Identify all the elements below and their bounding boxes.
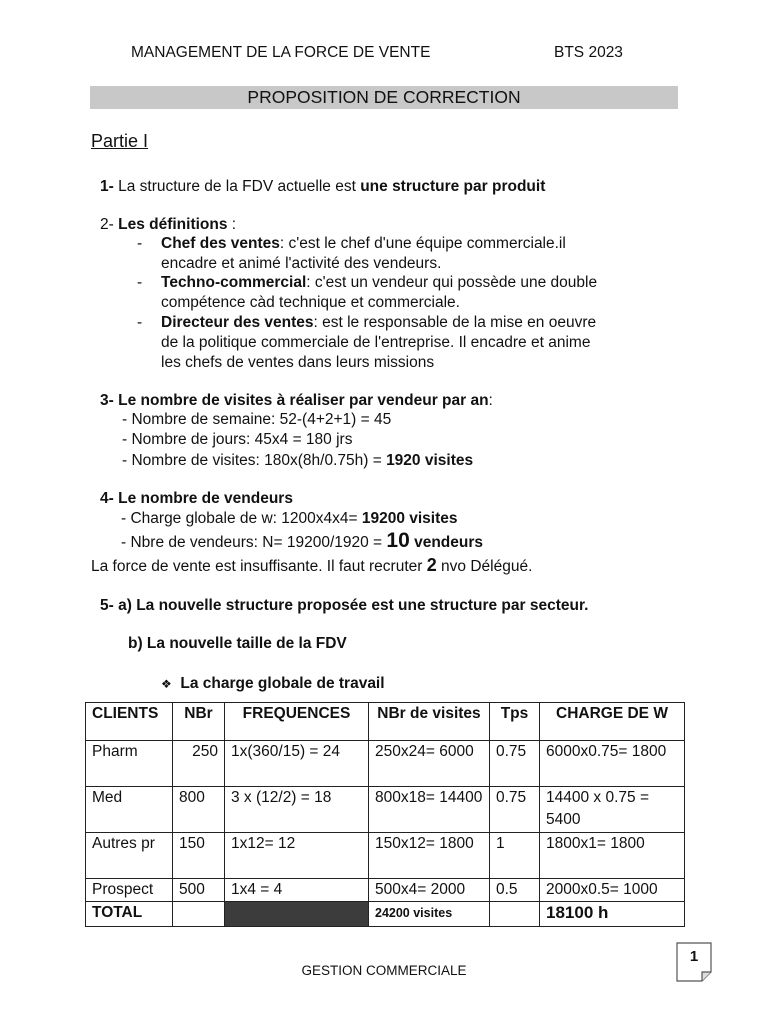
cell-visites: 500x4= 2000 [369, 879, 490, 902]
workload-table [85, 702, 685, 927]
definition-item [161, 234, 566, 274]
calc-text: - Nombre de visites: 180x(8h/0.75h) = [122, 452, 387, 469]
definition-term: Directeur des ventes [161, 314, 314, 331]
cell-client: Prospect [86, 879, 173, 902]
question-3-title: Le nombre de visites à réaliser par vendeur par an [118, 392, 489, 409]
question-1-answer: une structure par produit [360, 178, 546, 195]
cell-empty [490, 902, 540, 927]
cell-visites: 250x24= 6000 [369, 741, 490, 787]
table-row [86, 741, 685, 787]
definition-text: compétence càd technique et commerciale. [161, 294, 460, 311]
cell-tps: 0.75 [490, 787, 540, 833]
question-4-title: Le nombre de vendeurs [118, 490, 293, 507]
bullet-text: La charge globale de travail [180, 675, 385, 692]
calc-text: - Nbre de vendeurs: N= 19200/1920 = [121, 534, 387, 551]
calc-result-number: 10 [386, 529, 410, 552]
calc-result: 1920 visites [386, 452, 474, 469]
diamond-bullet-icon: ❖ [161, 677, 172, 691]
question-4 [100, 489, 293, 509]
cell-visites: 150x12= 1800 [369, 833, 490, 879]
page-title: PROPOSITION DE CORRECTION [247, 87, 521, 107]
question-5-a: a) La nouvelle structure proposée est une structure par secteur. [118, 597, 589, 614]
question-5-number: 5- [100, 597, 114, 614]
calc-result-unit: vendeurs [409, 534, 483, 551]
table-header-cell [540, 703, 685, 741]
header-left: MANAGEMENT DE LA FORCE DE VENTE [131, 44, 431, 61]
calc-line: - Nombre de semaine: 52-(4+2+1) = 45 [122, 411, 392, 428]
total-label: TOTAL [92, 904, 143, 921]
cell-tps: 1 [490, 833, 540, 879]
cell-charge: 2000x0.5= 1000 [540, 879, 685, 902]
bullet-dash: - [137, 235, 143, 252]
cell-shaded [225, 902, 369, 927]
question-2 [100, 215, 236, 235]
cell-total-visites: 24200 visites [369, 902, 490, 927]
page-number-box [676, 942, 712, 982]
cell-tps: 0.75 [490, 741, 540, 787]
table-row [86, 787, 685, 833]
conclusion-line [91, 554, 532, 578]
cell-nbr: 150 [173, 833, 225, 879]
cell-nbr: 800 [173, 787, 225, 833]
definition-text: de la politique commerciale de l'entreprise. Il encadre et anime [161, 334, 591, 351]
question-5-b [128, 634, 347, 654]
cell-client: Med [86, 787, 173, 833]
calc-line [121, 529, 483, 555]
bullet-dash: - [137, 314, 143, 331]
conclusion-text-end: nvo Délégué. [436, 558, 533, 575]
cell-charge: 6000x0.75= 1800 [540, 741, 685, 787]
table-row [86, 833, 685, 879]
definition-text: : c'est un vendeur qui possède une double [306, 274, 598, 291]
question-4-number: 4- [100, 490, 114, 507]
header-text: CLIENTS [92, 705, 159, 722]
calc-result: 19200 visites [361, 510, 458, 527]
question-1 [100, 177, 545, 197]
table-header-cell [490, 703, 540, 741]
cell-nbr: 500 [173, 879, 225, 902]
cell-client: Pharm [86, 741, 173, 787]
table-header-cell [173, 703, 225, 741]
question-2-title: Les définitions [118, 216, 228, 233]
header-right: BTS 2023 [554, 44, 623, 61]
definition-text: : c'est le chef d'une équipe commerciale.il [279, 235, 566, 252]
question-2-number: 2- [100, 216, 114, 233]
conclusion-number: 2 [426, 555, 437, 575]
page-number: 1 [689, 948, 699, 965]
cell-empty [173, 902, 225, 927]
question-5 [100, 596, 588, 616]
table-header-cell [86, 703, 173, 741]
calc-line [122, 451, 473, 471]
table-header-row [86, 703, 685, 741]
calc-line: - Nombre de jours: 45x4 = 180 jrs [122, 431, 353, 448]
cell-visites: 800x18= 14400 [369, 787, 490, 833]
definition-text: encadre et animé l'activité des vendeurs. [161, 255, 442, 272]
definition-term: Techno-commercial [161, 274, 307, 291]
header-text: CHARGE DE W [556, 705, 668, 722]
cell-total-label [86, 902, 173, 927]
cell-freq: 1x(360/15) = 24 [225, 741, 369, 787]
conclusion-text: La force de vente est insuffisante. Il faut recruter [91, 558, 427, 575]
definition-text: les chefs de ventes dans leurs missions [161, 354, 435, 371]
question-5-b-text: b) La nouvelle taille de la FDV [128, 635, 347, 652]
calc-text: - Charge globale de w: 1200x4x4= [121, 510, 362, 527]
table-total-row [86, 902, 685, 927]
header-text: NBr de visites [377, 705, 481, 722]
page-footer: GESTION COMMERCIALE [301, 963, 467, 978]
question-3 [100, 391, 493, 411]
bullet-dash: - [137, 274, 143, 291]
question-3-number: 3- [100, 392, 114, 409]
header-text: FREQUENCES [242, 705, 351, 722]
header-text: Tps [500, 705, 529, 722]
cell-freq: 1x12= 12 [225, 833, 369, 879]
cell-nbr: 250 [173, 741, 225, 787]
definition-item [161, 273, 597, 313]
bullet-item [161, 674, 385, 694]
question-3-colon: : [488, 392, 493, 409]
section-heading: Partie I [91, 131, 149, 151]
question-2-colon: : [227, 216, 237, 233]
cell-client: Autres pr [86, 833, 173, 879]
cell-freq: 3 x (12/2) = 18 [225, 787, 369, 833]
table-row [86, 879, 685, 902]
cell-charge: 1800x1= 1800 [540, 833, 685, 879]
definition-item [161, 313, 596, 373]
cell-total-charge: 18100 h [540, 902, 685, 927]
table-header-cell [225, 703, 369, 741]
definition-term: Chef des ventes [161, 235, 280, 252]
cell-charge: 14400 x 0.75 = 5400 [540, 787, 685, 833]
question-1-number: 1- [100, 178, 114, 195]
cell-tps: 0.5 [490, 879, 540, 902]
header-text: NBr [184, 705, 213, 722]
definition-text: : est le responsable de la mise en oeuvre [313, 314, 597, 331]
question-1-text: La structure de la FDV actuelle est [118, 178, 361, 195]
calc-line [121, 509, 458, 529]
table-header-cell [369, 703, 490, 741]
cell-freq: 1x4 = 4 [225, 879, 369, 902]
